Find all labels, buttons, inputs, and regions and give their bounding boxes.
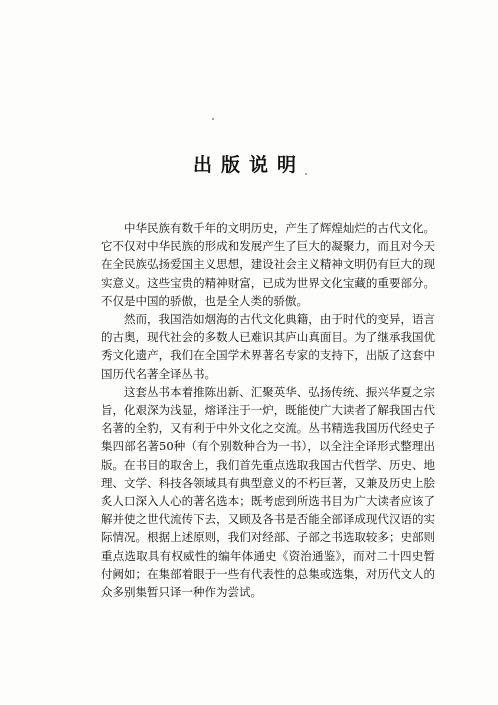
body-text bbox=[101, 219, 435, 601]
page-title: 出版说明 bbox=[192, 154, 305, 176]
scan-speck bbox=[212, 118, 214, 120]
paragraph: 然而，我国浩如烟海的古代文化典籍，由于时代的变异，语言的古奥，现代社会的多数人已难识其庐山真面目。为了继承我国优秀文化遗产，我们在全国学术界著名专家的支持下，出版了这套中国历代名著全译丛书。 bbox=[101, 312, 435, 381]
paragraph: 中华民族有数千年的文明历史，产生了辉煌灿烂的古代文化。它不仅对中华民族的形成和发展产生了巨大的凝聚力，而且对今天在全民族弘扬爱国主义思想，建设社会主义精神文明仍有巨大的现实意义。这些宝贵的精神财富，已成为世界文化宝藏的重要部分。不仅是中国的骄傲，也是全人类的骄傲。 bbox=[101, 221, 435, 308]
paragraph: 这套丛书本着推陈出新、汇聚英华、弘扬传统、振兴华夏之宗旨，化艰深为浅显，熔译注于一炉，既能使广大读者了解我国古代名著的全豹，又有利于中外文化之交流。丛书精选我国历代经史子集四部名著50种（有个别数种合为一书），以全注全译形式整理出版。在书目的取舍上，我们首先重点选取我国古代哲学、历史、地理、文学、科技各领域具有典型意义的不朽巨著，又兼及历史上脍炙人口深入人心的著名选本；既考虑到所选书目为广大读者应该了解并使之世代流传下去，又顾及各书是否能全部译成现代汉语的实际情况。根据上述原则，我们对经部、子部之书选取较多；史部则重点选取具有权威性的编年体通史《资治通鉴》，而对二十四史暂付阙如；在集部着眼于一些有代表性的总集或选集，对历代文人的众多别集暂只译一种作为尝试。 bbox=[101, 384, 435, 600]
